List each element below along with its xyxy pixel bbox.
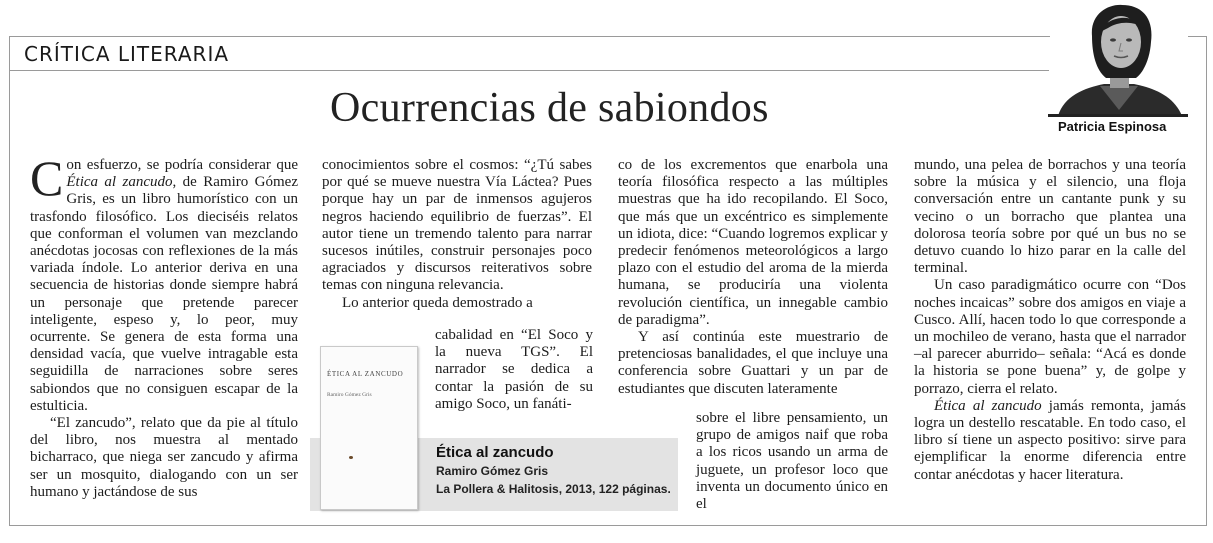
portrait-illustration [1050, 2, 1188, 116]
paragraph [914, 398, 1186, 484]
book-title-italic: Ética al zancudo [934, 397, 1042, 414]
text-column-4 [914, 157, 1186, 484]
cover-mosquito-icon [349, 456, 353, 459]
paragraph: mundo, una pelea de borrachos y una teoría sobre la música y el silencio, una floja conversación entre un cantante punk y su vecino o un borracho que plantea una dolorosa teoría sobre por qué un bus no se detuvo cuando lo hizo parar en la calle del terminal. [914, 157, 1186, 277]
text-column-1 [30, 150, 298, 501]
headline: Ocurrencias de sabiondos [330, 85, 769, 131]
paragraph: Lo anterior queda demostrado a [342, 294, 533, 311]
paragraph: Un caso paradigmático ocurre con “Dos noches incaicas” sobre dos amigos en viaje a Cusco. Allí, hacen todo lo que corresponde a un mochileo de verano, hasta que el narrador –al parecer aburrido– señala: “Acá es donde la historia se pone buena” y, de golpe y porrazo, cierra el relato. [914, 277, 1186, 397]
paragraph: “El zancudo”, relato que da pie al título del libro, nos muestra al mentado bicharraco, que niega ser zancudo y afirma ser un mosquito, dialogando con un ser humano y jactándose de sus [30, 415, 298, 500]
cover-author: Ramiro Gómez Gris [327, 392, 372, 398]
paragraph [30, 150, 298, 415]
text-column-3-wrap [696, 410, 888, 513]
section-label: CRÍTICA LITERARIA [24, 42, 230, 66]
drop-cap: C [30, 150, 64, 206]
byline-rule [1048, 114, 1188, 117]
author-photo [1050, 2, 1188, 116]
cover-title: ÉTICA AL ZANCUDO [327, 370, 404, 378]
text-column-2-wrap [435, 327, 593, 413]
paragraph: Y así continúa este muestrario de pretenciosas banalidades, el que incluye una conferencia sobre Guattari y un par de estudiantes que discuten lateramente [618, 329, 888, 397]
book-cover-image [320, 346, 418, 510]
paragraph: conocimientos sobre el cosmos: “¿Tú sabes por qué se mueve nuestra Vía Láctea? Pues porque hay un par de inmensos agujeros negros haciendo equilibrio de fuerzas”. El autor tiene un tremendo talento para narrar sucesos inútiles, construir personajes poco agraciados y discursos reiterativos sobre temas con ninguna relevancia. [322, 157, 592, 294]
book-publication-info: La Pollera & Halitosis, 2013, 122 páginas. [436, 482, 671, 496]
text-run: , de Ramiro Gómez Gris, es un libro humorístico con un trasfondo filosófico. Los dieciséis relatos que conforman el volumen van mezclando anécdotas jocosas con reflexiones de la más variada índole. Lo anterior deriva en una secuencia de historias donde siempre habrá un personaje que pretende parecer inteligente, espeso y, lo peor, muy ocurrente. Se genera de esta forma una densidad vacía, que vuelve intragable esta seguidilla de narraciones sobre seres sabiondos que no consiguen escapar de la estulticia. [30, 174, 298, 414]
text-run: on esfuerzo, se podría considerar que [66, 157, 298, 173]
text-run: jamás remonta, jamás logra un destello rescatable. En todo caso, el libro sí tiene un aspecto positivo: sirve para ejemplificar la enorme diferencia entre contar anécdotas y hacer literatura. [914, 397, 1186, 483]
book-title-italic: Ética al zancudo [66, 174, 173, 191]
book-title: Ética al zancudo [436, 444, 554, 461]
paragraph: sobre el libre pensamiento, un grupo de amigos naif que roba a los ricos usando un arma de juguete, un profesor loco que inventa un documento único en el [696, 410, 888, 513]
paragraph: co de los excrementos que enarbola una teoría filosófica respecto a las múltiples muestras que ha ido recopilando. El Soco, que más que un excéntrico es simplemente un idiota, dice: “Cuando logremos explicar y predecir fenómenos meteorológicos a largo plazo con el estudio del aroma de la mierda humana, se produciría una violenta revolución científica, un innegable cambio de paradigma”. [618, 157, 888, 328]
text-column-3 [618, 157, 888, 398]
section-divider [9, 70, 1049, 71]
author-name: Patricia Espinosa [1058, 119, 1167, 134]
paragraph: cabalidad en “El Soco y la nueva TGS”. El narrador se dedica a contar la pasión de su amigo Soco, un fanáti- [435, 327, 593, 412]
text-column-2 [322, 157, 592, 312]
book-author: Ramiro Gómez Gris [436, 464, 549, 478]
